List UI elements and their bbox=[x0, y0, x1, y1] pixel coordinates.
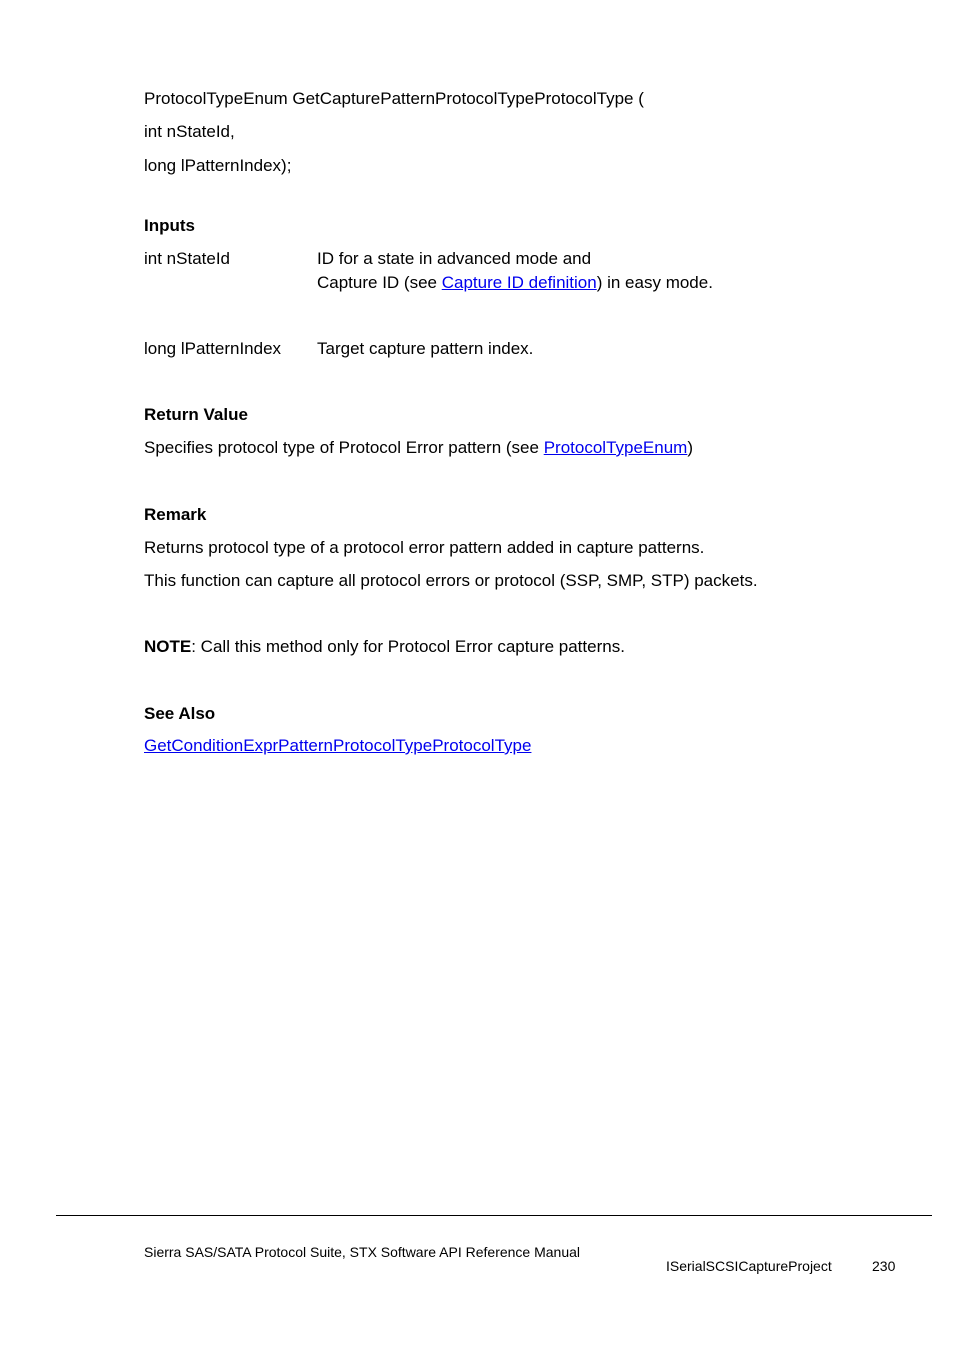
note-label: NOTE bbox=[144, 637, 192, 656]
signature-line-1: ProtocolTypeEnum GetCapturePatternProtocolTypeProtocolType ( bbox=[144, 89, 644, 108]
param-desc-post: ) in easy mode. bbox=[596, 273, 713, 292]
footer-section-name: ISerialSCSICaptureProject bbox=[666, 1258, 832, 1274]
remark-note bbox=[144, 637, 625, 657]
remark-line-2: This function can capture all protocol errors or protocol (SSP, SMP, STP) packets. bbox=[144, 571, 758, 590]
protocoltypeenum-link[interactable]: ProtocolTypeEnum bbox=[543, 438, 688, 457]
signature-line-2: int nStateId, bbox=[144, 122, 235, 141]
param-name-lpatternindex: long lPatternIndex bbox=[144, 339, 282, 358]
footer-divider bbox=[56, 1215, 932, 1216]
return-value-heading: Return Value bbox=[144, 405, 248, 424]
param-desc-nstateid-line-1: ID for a state in advanced mode and bbox=[317, 249, 592, 268]
footer-page-number: 230 bbox=[872, 1258, 896, 1274]
return-value-pre: Specifies protocol type of Protocol Error pattern (see bbox=[144, 438, 544, 457]
note-text: : Call this method only for Protocol Error capture patterns. bbox=[191, 637, 625, 656]
signature-line-3: long lPatternIndex); bbox=[144, 156, 292, 175]
param-desc-lpatternindex: Target capture pattern index. bbox=[317, 339, 534, 358]
param-name-nstateid: int nStateId bbox=[144, 249, 231, 268]
remark-heading: Remark bbox=[144, 505, 207, 524]
capture-id-definition-link[interactable]: Capture ID definition bbox=[441, 273, 597, 292]
return-value-text bbox=[144, 438, 693, 458]
see-also-heading: See Also bbox=[144, 704, 216, 723]
remark-line-1: Returns protocol type of a protocol error pattern added in capture patterns. bbox=[144, 538, 705, 557]
footer-manual-title: Sierra SAS/SATA Protocol Suite, STX Software API Reference Manual bbox=[144, 1244, 581, 1260]
return-value-post: ) bbox=[687, 438, 694, 457]
param-desc-pre: Capture ID (see bbox=[317, 273, 442, 292]
see-also-link[interactable]: GetConditionExprPatternProtocolTypeProtocolType bbox=[144, 736, 532, 755]
see-also-item bbox=[144, 736, 531, 756]
inputs-heading: Inputs bbox=[144, 216, 195, 235]
param-desc-nstateid-line-2 bbox=[317, 273, 713, 293]
